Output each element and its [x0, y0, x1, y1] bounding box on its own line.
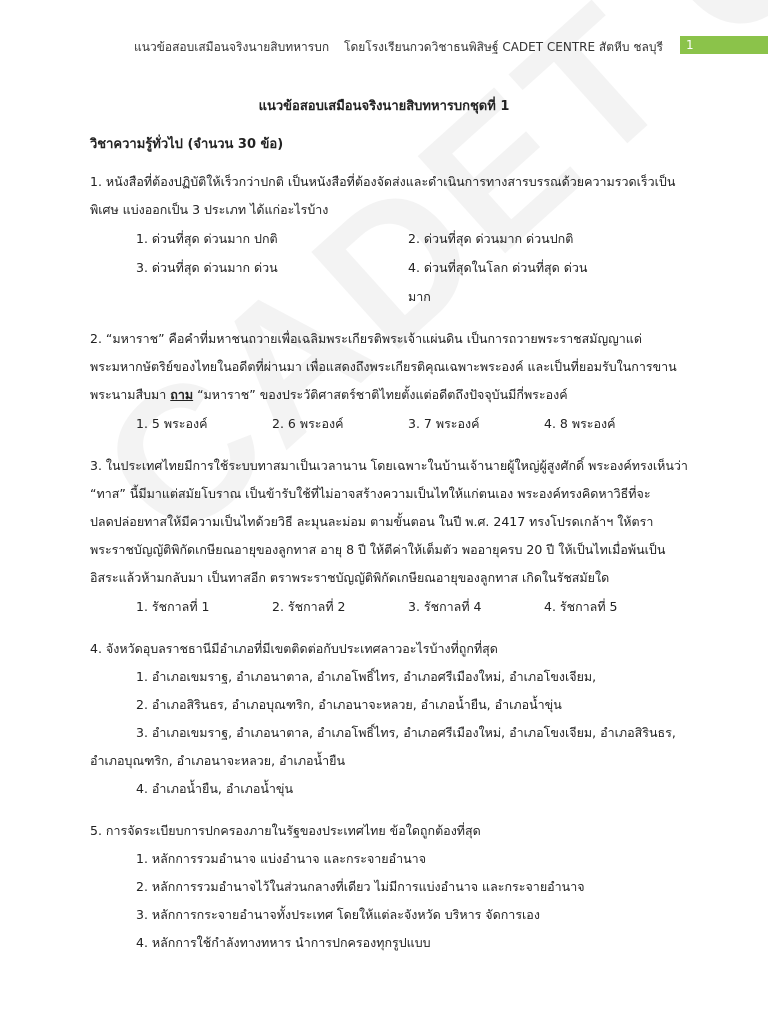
header-center-text: โดยโรงเรียนกวดวิชาธนพิสิษฐ์ CADET CENTRE สัตหีบ ชลบุรี	[344, 40, 663, 54]
question-2	[90, 325, 690, 438]
questions	[90, 168, 690, 971]
answer-option: 1. 5 พระองค์	[136, 416, 208, 431]
answer-option: 2. รัชกาลที่ 2	[272, 599, 346, 614]
answer-option: 1. ด่วนที่สุด ด่วนมาก ปกติ	[136, 231, 278, 246]
question-stem-line: 5. การจัดระเบียบการปกครองภายในรัฐของประเทศไทย ข้อใดถูกต้องที่สุด	[90, 823, 481, 838]
answer-option: 3. ด่วนที่สุด ด่วนมาก ด่วน	[136, 260, 278, 275]
stem-text: พระนามสืบมา	[90, 387, 171, 402]
answer-option: 3. อำเภอเขมราฐ, อำเภอนาตาล, อำเภอโพธิ์ไทร, อำเภอศรีเมืองใหม่, อำเภอโขงเจียม, อำเภอสิรินธร,	[136, 725, 676, 740]
question-stem-line: 4. จังหวัดอุบลราชธานีมีอำเภอที่มีเขตติดต่อกับประเทศลาวอะไรบ้างที่ถูกที่สุด	[90, 641, 498, 656]
answer-option: 2. 6 พระองค์	[272, 416, 344, 431]
emphasis-text: ถาม	[170, 387, 194, 402]
document-title: แนวข้อสอบเสมือนจริงนายสิบทหารบกชุดที่ 1	[258, 99, 510, 114]
question-4	[90, 635, 690, 803]
question-stem-line: พระมหากษัตริย์ของไทยในอดีตที่ผ่านมา เพื่อแสดงถึงพระเกียรติคุณเฉพาะพระองค์ และเป็นที่ยอมรับในการขาน	[90, 359, 677, 374]
answer-options	[136, 845, 690, 957]
answer-options	[90, 663, 690, 803]
answer-option-continuation: อำเภอบุณฑริก, อำเภอนาจะหลวย, อำเภอน้ำยืน	[90, 753, 345, 768]
answer-option: 2. อำเภอสิรินธร, อำเภอบุณฑริก, อำเภอนาจะหลวย, อำเภอน้ำยืน, อำเภอน้ำขุ่น	[136, 697, 562, 712]
answer-option: 4. อำเภอน้ำยืน, อำเภอน้ำขุ่น	[136, 781, 294, 796]
subject-heading: วิชาความรู้ทั่วไป (จำนวน 30 ข้อ)	[90, 137, 284, 152]
question-1	[90, 168, 690, 311]
answer-options	[136, 224, 690, 311]
question-5	[90, 817, 690, 957]
question-stem-line	[90, 381, 690, 409]
answer-option: 1. หลักการรวมอำนาจ แบ่งอำนาจ และกระจายอำนาจ	[136, 851, 427, 866]
answer-option: 2. หลักการรวมอำนาจไว้ในส่วนกลางที่เดียว ไม่มีการแบ่งอำนาจ และกระจายอำนาจ	[136, 879, 585, 894]
question-stem-line: 2. “มหาราช” คือคำที่มหาชนถวายเพื่อเฉลิมพระเกียรติพระเจ้าแผ่นดิน เป็นการถวายพระราชสมัญญาแด่	[90, 331, 642, 346]
page-header	[0, 34, 768, 58]
answer-option: 4. ด่วนที่สุดในโลก ด่วนที่สุด ด่วนมาก	[408, 260, 588, 304]
question-stem-line: ปลดปล่อยทาสให้มีความเป็นไทด้วยวิธี ละมุนละม่อม ตามขั้นตอน ในปี พ.ศ. 2417 ทรงโปรดเกล้าฯ ให้ตรา	[90, 514, 654, 529]
answer-option: 2. ด่วนที่สุด ด่วนมาก ด่วนปกติ	[408, 231, 574, 246]
answer-options	[136, 592, 690, 621]
answer-option: 3. หลักการกระจายอำนาจทั้งประเทศ โดยให้แต่ละจังหวัด บริหาร จัดการเอง	[136, 907, 540, 922]
question-stem-line: 3. ในประเทศไทยมีการใช้ระบบทาสมาเป็นเวลานาน โดยเฉพาะในบ้านเจ้านายผู้ใหญ่ผู้สูงศักดิ์ พระองค์ทรงเห็นว่า	[90, 458, 688, 473]
answer-options	[136, 409, 690, 438]
question-stem-line: พิเศษ แบ่งออกเป็น 3 ประเภท ได้แก่อะไรบ้าง	[90, 202, 329, 217]
answer-option: 3. รัชกาลที่ 4	[408, 599, 482, 614]
answer-option: 1. อำเภอเขมราฐ, อำเภอนาตาล, อำเภอโพธิ์ไทร, อำเภอศรีเมืองใหม่, อำเภอโขงเจียม,	[136, 669, 597, 684]
answer-option: 1. รัชกาลที่ 1	[136, 599, 210, 614]
page-number: 1	[680, 36, 768, 54]
question-stem-line: อิสระแล้วห้ามกลับมา เป็นทาสอีก ตราพระราชบัญญัติพิกัดเกษียณอายุของลูกทาส เกิดในรัชสมัยใด	[90, 570, 610, 585]
answer-option: 4. หลักการใช้กำลังทางทหาร นำการปกครองทุกรูปแบบ	[136, 935, 431, 950]
answer-option: 4. 8 พระองค์	[544, 416, 616, 431]
question-3	[90, 452, 690, 621]
header-left-text: แนวข้อสอบเสมือนจริงนายสิบทหารบก	[134, 40, 330, 54]
answer-option: 4. รัชกาลที่ 5	[544, 599, 618, 614]
question-stem-line: 1. หนังสือที่ต้องปฏิบัติให้เร็วกว่าปกติ เป็นหนังสือที่ต้องจัดส่งและดำเนินการทางสารบรรณด้วยความรวดเร็วเป็น	[90, 174, 676, 189]
answer-option: 3. 7 พระองค์	[408, 416, 480, 431]
stem-text: “มหาราช” ของประวัติศาสตร์ชาติไทยตั้งแต่อดีตถึงปัจจุบันมีกี่พระองค์	[193, 387, 568, 402]
question-stem-line: “ทาส” นี้มีมาแต่สมัยโบราณ เป็นข้ารับใช้ที่ไม่อาจสร้างความเป็นไทให้แก่ตนเอง พระองค์ทรงคิดหาวิธีที่จะ	[90, 486, 651, 501]
question-stem-line: พระราชบัญญัติพิกัดเกษียณอายุของลูกทาส อายุ 8 ปี ให้ตีค่าให้เต็มตัว พออายุครบ 20 ปี ให้เป็นไทเมื่อพ้นเป็น	[90, 542, 666, 557]
